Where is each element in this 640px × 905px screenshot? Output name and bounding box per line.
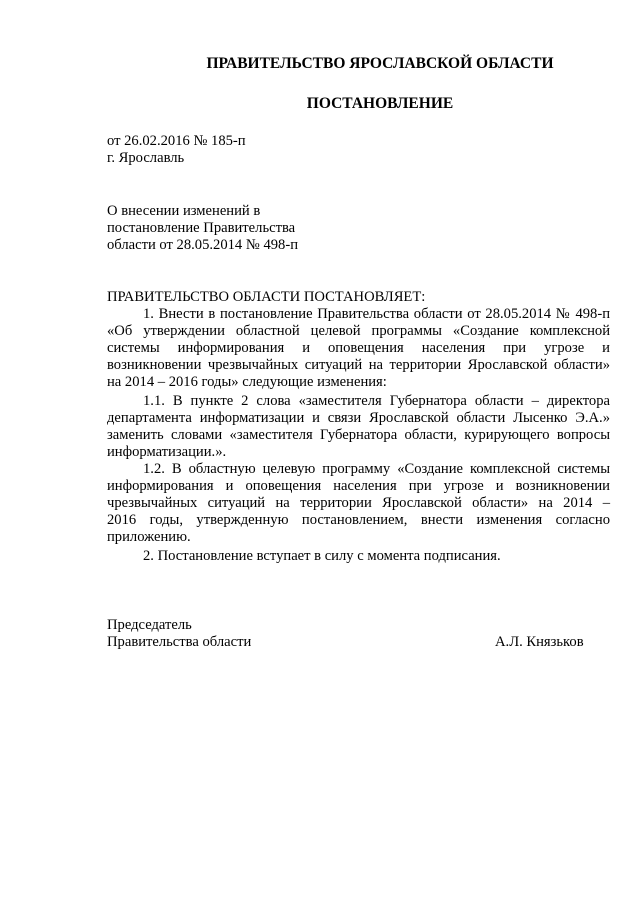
document-type-title: ПОСТАНОВЛЕНИЕ	[306, 95, 454, 112]
paragraph-line: 1.2. В областную целевую программу «Создание комплексной системы	[143, 461, 610, 477]
paragraph-1-2	[107, 461, 610, 546]
paragraph-line: «Об утверждении областной целевой программы «Создание комплексной	[107, 323, 610, 339]
paragraph-1	[107, 306, 610, 391]
preamble: ПРАВИТЕЛЬСТВО ОБЛАСТИ ПОСТАНОВЛЯЕТ:	[107, 289, 426, 305]
signatory-position-line1: Председатель	[107, 617, 192, 633]
paragraph-line: 2016 годы, утвержденную постановлением, внести изменения согласно	[107, 512, 610, 528]
government-title: ПРАВИТЕЛЬСТВО ЯРОСЛАВСКОЙ ОБЛАСТИ	[206, 55, 554, 72]
paragraph-line: системы информирования и оповещения населения при угрозе и	[107, 340, 610, 356]
paragraph-line: информирования и оповещения населения при угрозе и возникновении	[107, 478, 610, 494]
paragraph-line: возникновении чрезвычайных ситуаций на территории Ярославской области»	[107, 357, 610, 373]
paragraph-line: чрезвычайных ситуаций на территории Ярославской области» на 2014 –	[107, 495, 610, 511]
signatory-name: А.Л. Князьков	[495, 634, 584, 650]
paragraph-line: 1.1. В пункте 2 слова «заместителя Губернатора области – директора	[143, 393, 610, 409]
date-number: от 26.02.2016 № 185-п	[107, 133, 246, 149]
paragraph-line: информатизации.».	[107, 444, 227, 460]
paragraph-line: заменить словами «заместителя Губернатора области, курирующего вопросы	[107, 427, 610, 443]
subject-line: области от 28.05.2014 № 498-п	[107, 237, 299, 253]
subject-block	[107, 203, 610, 254]
subject-line: постановление Правительства	[107, 220, 296, 236]
signatory-position-line2: Правительства области	[107, 634, 252, 650]
paragraph-line: департамента информатизации и связи Ярославской области Лысенко Э.А.»	[107, 410, 610, 426]
city: г. Ярославль	[107, 150, 185, 166]
paragraph-line: на 2014 – 2016 годы» следующие изменения:	[107, 374, 387, 390]
paragraph-1-1	[107, 393, 610, 461]
paragraph-2: 2. Постановление вступает в силу с момента подписания.	[143, 548, 501, 564]
paragraph-line: 1. Внести в постановление Правительства области от 28.05.2014 № 498-п	[143, 306, 610, 322]
subject-line: О внесении изменений в	[107, 203, 261, 219]
paragraph-line: приложению.	[107, 529, 191, 545]
